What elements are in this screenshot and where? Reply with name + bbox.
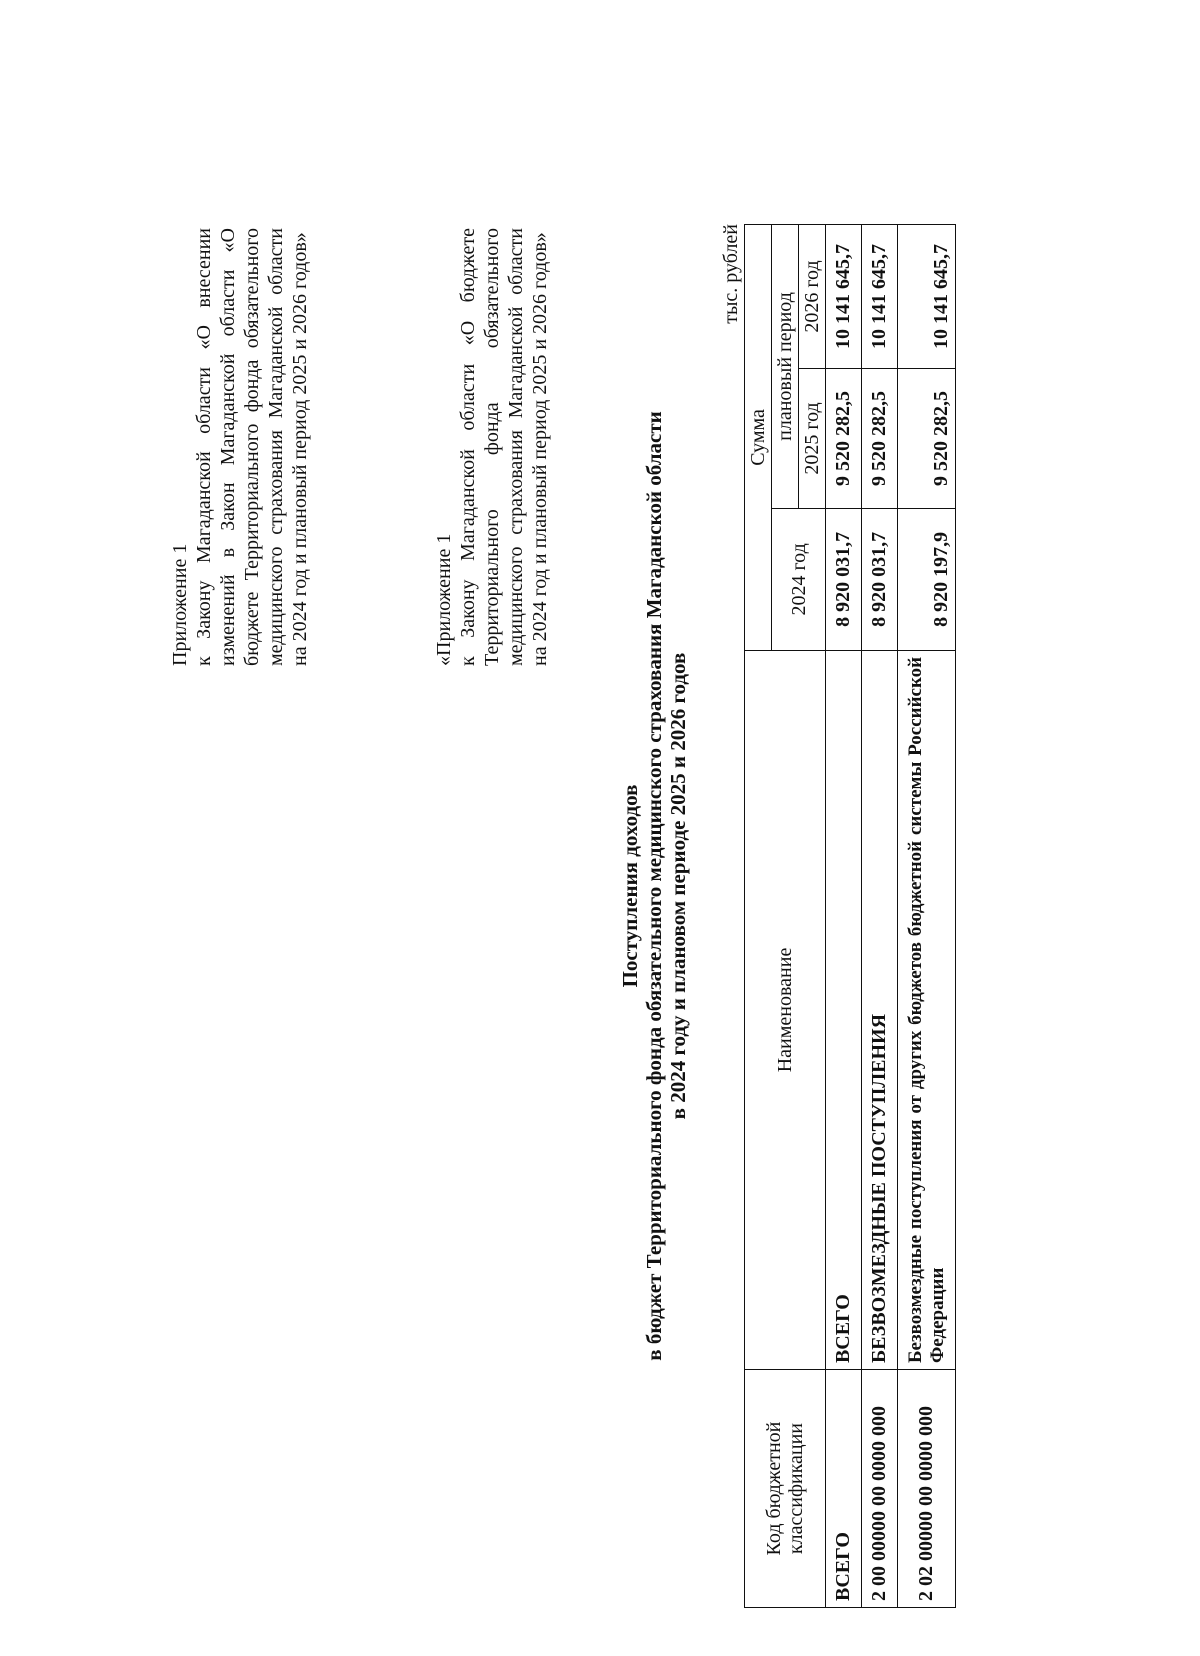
row-2025: 9 520 282,5 bbox=[826, 368, 862, 508]
row-2024: 8 920 031,7 bbox=[862, 508, 898, 650]
row-code: 2 02 00000 00 0000 000 bbox=[898, 1370, 956, 1608]
table-row bbox=[862, 225, 898, 1608]
units-label: тыс. рублей bbox=[720, 224, 742, 324]
row-name: БЕЗВОЗМЕЗДНЫЕ ПОСТУПЛЕНИЯ bbox=[862, 650, 898, 1369]
revenue-table bbox=[744, 224, 956, 1608]
row-code: ВСЕГО bbox=[826, 1370, 862, 1608]
appendix-note-amendment bbox=[168, 228, 312, 666]
table-row bbox=[826, 225, 862, 1608]
header-2024: 2024 год bbox=[772, 508, 826, 650]
title-line-3: в 2024 году и плановом периоде 2025 и 2026 годов bbox=[666, 652, 690, 1120]
row-name: ВСЕГО bbox=[826, 650, 862, 1369]
row-code: 2 00 00000 00 0000 000 bbox=[862, 1370, 898, 1608]
appendix-body: к Закону Магаданской области «О внесении изменений в Закон Магаданской области «О бюджете Территориального фонда обязательного медицинского страхования Магаданской области на 2024 год и плановый период 2025 и 2026 годов» bbox=[193, 228, 311, 666]
table-row bbox=[898, 225, 956, 1608]
header-sum: Сумма bbox=[745, 225, 772, 651]
header-2026: 2026 год bbox=[799, 225, 826, 369]
row-2026: 10 141 645,7 bbox=[826, 225, 862, 369]
title-line-1: Поступления доходов bbox=[618, 784, 642, 988]
row-2026: 10 141 645,7 bbox=[898, 225, 956, 369]
row-2025: 9 520 282,5 bbox=[862, 368, 898, 508]
appendix-body: к Закону Магаданской области «О бюджете Территориального фонда обязательного медицинского страхования Магаданской области на 2024 год и плановый период 2025 и 2026 годов» bbox=[457, 228, 551, 666]
row-2024: 8 920 197,9 bbox=[898, 508, 956, 650]
header-planned-period: плановый период bbox=[772, 225, 799, 509]
header-2025: 2025 год bbox=[799, 368, 826, 508]
appendix-title: Приложение 1 bbox=[169, 543, 191, 666]
title-line-2: в бюджет Территориального фонда обязательного медицинского страхования Магаданской области bbox=[642, 411, 666, 1361]
row-name: Безвозмездные поступления от других бюджетов бюджетной системы Российской Федерации bbox=[898, 650, 956, 1369]
row-2024: 8 920 031,7 bbox=[826, 508, 862, 650]
document-title bbox=[618, 236, 690, 1536]
row-2025: 9 520 282,5 bbox=[898, 368, 956, 508]
header-name: Наименование bbox=[745, 650, 826, 1369]
row-2026: 10 141 645,7 bbox=[862, 225, 898, 369]
appendix-title: «Приложение 1 bbox=[433, 533, 455, 666]
header-code: Код бюджетной классификации bbox=[745, 1370, 826, 1608]
appendix-note-original bbox=[432, 228, 552, 666]
